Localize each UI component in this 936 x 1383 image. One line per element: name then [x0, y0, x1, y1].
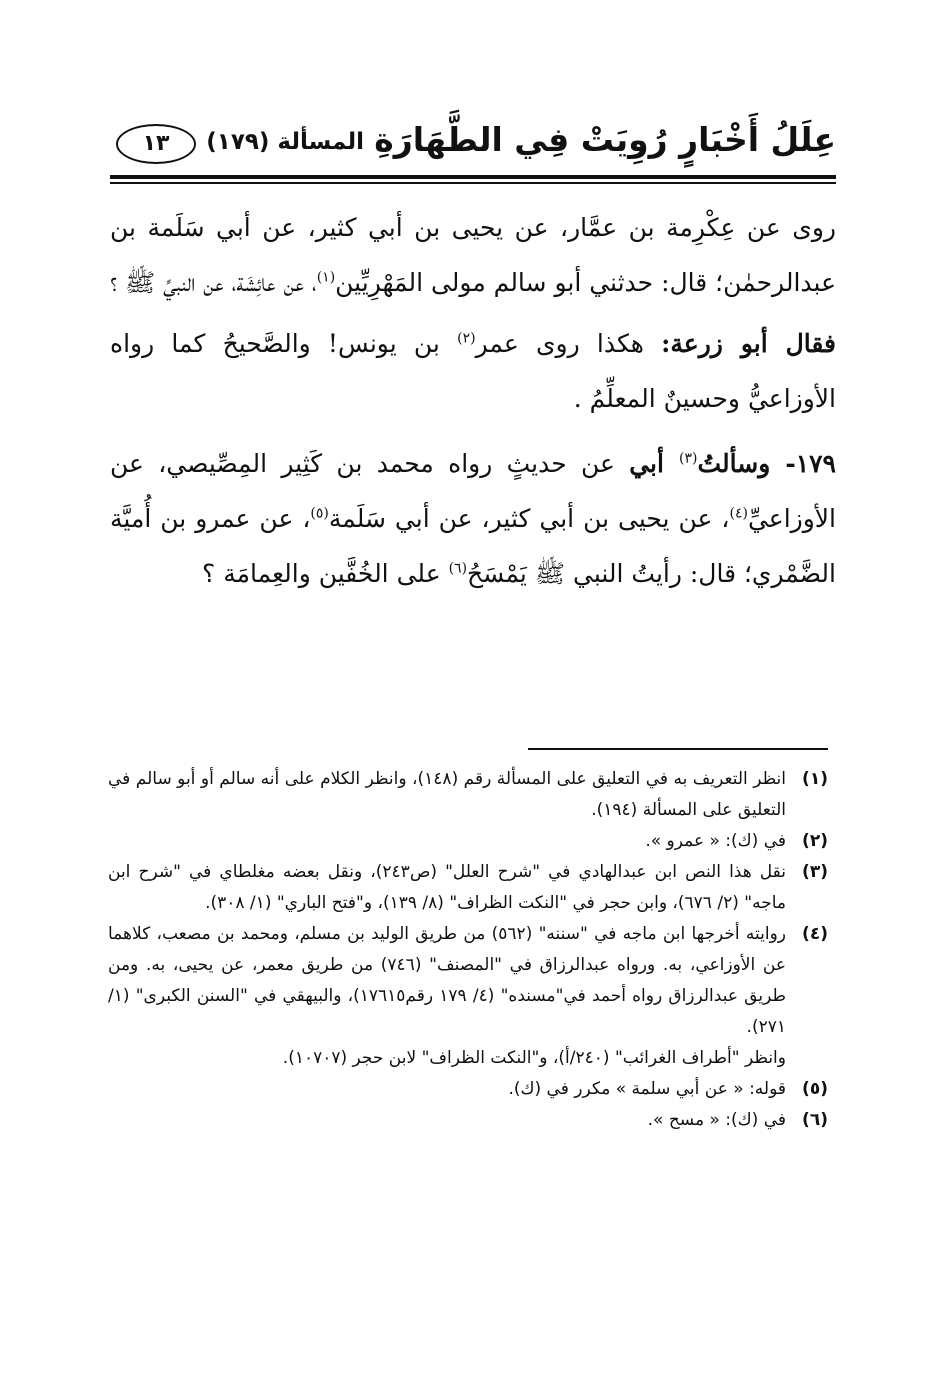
footnote	[108, 919, 828, 1043]
footnote-ref-1: (١)	[316, 269, 336, 286]
footnote-ref-3: (٣)	[679, 450, 698, 467]
paragraph-1-text: روى عن عِكْرِمة بن عمَّار، عن يحيى بن أبي كثير، عن أبي سَلَمة بن عبدالرحمٰن؛ قال: حدثني أبو سالم مولى المَهْرِيِّين	[110, 213, 836, 297]
question-lead-2: أبي	[629, 449, 679, 478]
paragraph-3-text-b: ، عن يحيى بن أبي كثير، عن أبي سَلَمة	[328, 504, 730, 533]
paragraph-3	[110, 436, 836, 601]
footnote	[108, 857, 828, 919]
paragraph-2-lead: فقال أبو زرعة:	[661, 329, 836, 358]
page-number: ١٣	[116, 124, 196, 164]
running-header	[110, 112, 836, 172]
paragraph-3-text-d: على الخُفَّين والعِمامَة ؟	[201, 559, 449, 588]
paragraph-1	[110, 200, 836, 310]
footnote-number: (١)	[802, 769, 828, 789]
footnote-number: (٣)	[802, 862, 828, 882]
footnote	[108, 826, 828, 857]
footnote-text: في (ك): « عمرو ».	[645, 831, 786, 851]
paragraph-2	[110, 316, 836, 426]
footnote	[108, 764, 828, 826]
main-text	[110, 200, 836, 607]
footnote-number: (٢)	[802, 831, 828, 851]
footnote-number: (٤)	[802, 924, 828, 944]
paragraph-3-text-c: ، عن عمرو بن أُميَّة الضَّمْري؛ قال: رأيتُ النبي ﷺ يَمْسَحُ	[110, 504, 836, 588]
footnote-continuation: وانظر "أطراف الغرائب" (٢٤٠/أ)، و"النكت الظراف" لابن حجر (١٠٧٠٧).	[282, 1048, 786, 1068]
footnote-text: في (ك): « مسح ».	[647, 1110, 786, 1130]
header-rule-thick	[110, 175, 836, 179]
footnote-text: نقل هذا النص ابن عبدالهادي في "شرح العلل" (ص٢٤٣)، ونقل بعضه مغلطاي في "شرح ابن ماجه" (٢/ ٦٧٦)، وابن حجر في "النكت الظراف" (٨/ ١٣٩)، و"فتح الباري" (١/ ٣٠٨).	[108, 862, 786, 913]
paragraph-3-text-a: عن حديثٍ رواه محمد بن كَثِير المِصِّيصي، عن الأوزاعيِّ	[110, 449, 836, 533]
paragraph-1-end: ، عن عائِشَة، عن النبيِّ ﷺ ؟	[110, 268, 317, 297]
footnote-number: (٦)	[802, 1110, 828, 1130]
issue-label: المسألة (١٧٩)	[206, 129, 364, 155]
footnote-text: قوله: « عن أبي سلمة » مكرر في (ك).	[508, 1079, 786, 1099]
footnote-ref-6: (٦)	[448, 560, 468, 577]
footnote-ref-2: (٢)	[457, 330, 476, 347]
paragraph-2-text-a: هكذا روى عمر	[475, 329, 662, 358]
footnote	[108, 1105, 828, 1136]
footnote-text: روايته أخرجها ابن ماجه في "سننه" (٥٦٢) من طريق الوليد بن مسلم، ومحمد بن مصعب، كلاهما عن الأوزاعي، به. ورواه عبدالرزاق في "المصنف" (٧٤٦) من طريق معمر، عن يحيى، به. ومن طريق عبدالرزاق رواه أحمد في"مسنده" (٤/ ١٧٩ رقم١٧٦١٥)، والبيهقي في "السنن الكبرى" (١/ ٢٧١).	[108, 924, 786, 1037]
footnote-divider	[528, 748, 828, 750]
book-title: عِلَلُ أَخْبَارٍ رُوِيَتْ فِي الطَّهَارَةِ	[374, 120, 836, 159]
header-rule-thin	[110, 182, 836, 184]
footnote	[108, 1074, 828, 1105]
footnotes	[108, 764, 828, 1136]
paragraph-2-text-b: بن يونس! والصَّحيحُ كما رواه الأوزاعيُّ وحسينٌ المعلِّمُ .	[110, 329, 836, 413]
footnote-text: انظر التعريف به في التعليق على المسألة رقم (١٤٨)، وانظر الكلام على أنه سالم أو أبو سالم في التعليق على المسألة (١٩٤).	[108, 769, 787, 820]
question-number-lead: ١٧٩- وسألتُ	[697, 449, 836, 478]
footnote-ref-5: (٥)	[310, 505, 329, 522]
footnote-ref-4: (٤)	[729, 505, 748, 522]
footnote-number: (٥)	[802, 1079, 828, 1099]
